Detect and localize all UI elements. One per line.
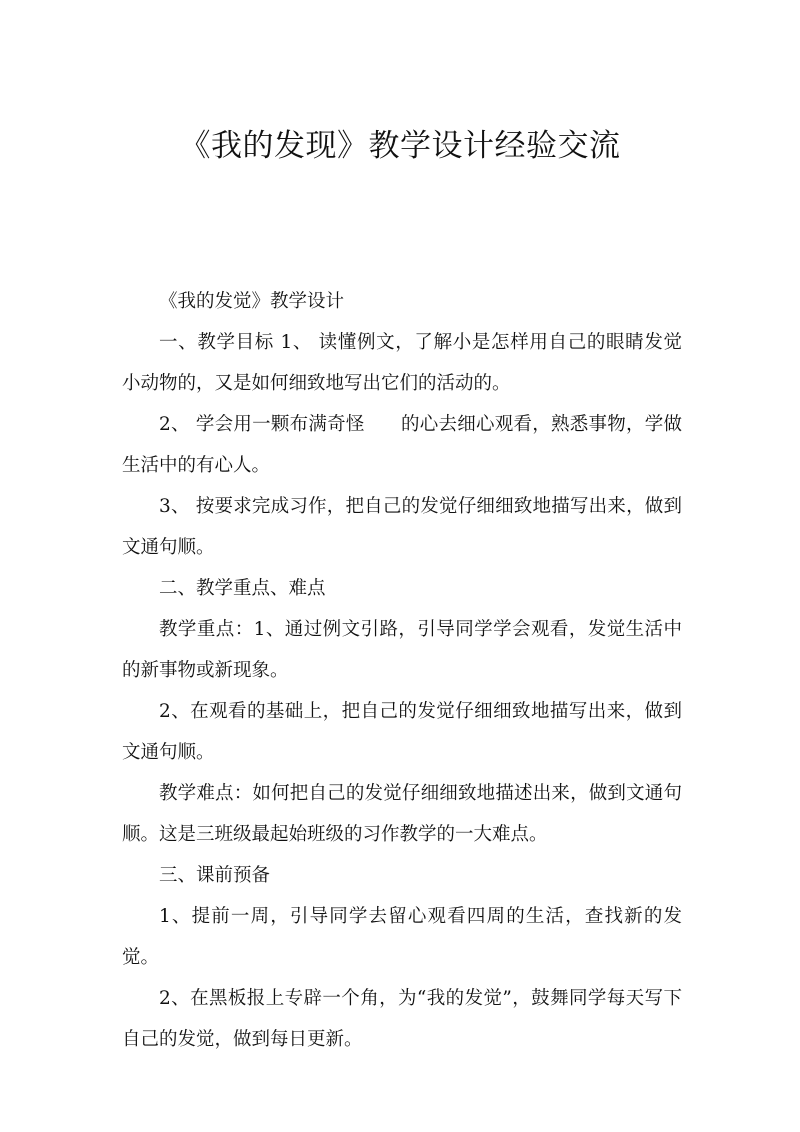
paragraph-key-point-2: 2、在观看的基础上，把自己的发觉仔细细致地描写出来，做到文通句顺。 (122, 701, 682, 763)
document-body (122, 281, 682, 1060)
paragraph-preparation-1: 1、提前一周，引导同学去留心观看四周的生活，查找新的发觉。 (122, 906, 682, 968)
paragraph-preparation-2: 2、在黑板报上专辟一个角，为“我的发觉”，鼓舞同学每天写下自己的发觉，做到每日更新。 (122, 988, 682, 1050)
paragraph-subtitle: 《我的发觉》教学设计 (159, 291, 345, 312)
paragraph-goal-3: 3、 按要求完成习作，把自己的发觉仔细细致地描写出来，做到文通句顺。 (122, 496, 682, 558)
document-title: 《我的发现》教学设计经验交流 (179, 128, 621, 164)
section-heading-key-points: 二、教学重点、难点 (159, 578, 326, 599)
section-heading-preparation: 三、课前预备 (159, 865, 271, 886)
paragraph-difficulty: 教学难点：如何把自己的发觉仔细细致地描述出来，做到文通句顺。这是三班级最起始班级的习作教学的一大难点。 (122, 783, 682, 845)
paragraph-goal-1: 一、教学目标 1、 读懂例文，了解小是怎样用自己的眼睛发觉小动物的，又是如何细致地写出它们的活动的。 (122, 332, 682, 394)
paragraph-goal-2 (122, 404, 682, 486)
paragraph-goal-2-part-a: 2、 学会用一颗布满奇怪 (159, 414, 365, 435)
paragraph-key-point-1: 教学重点：1、通过例文引路，引导同学学会观看，发觉生活中的新事物或新现象。 (122, 619, 682, 681)
paragraph-goal-2-part-b: 的心去细心观看，熟悉事物，学做生活中的有心人。 (122, 414, 682, 476)
